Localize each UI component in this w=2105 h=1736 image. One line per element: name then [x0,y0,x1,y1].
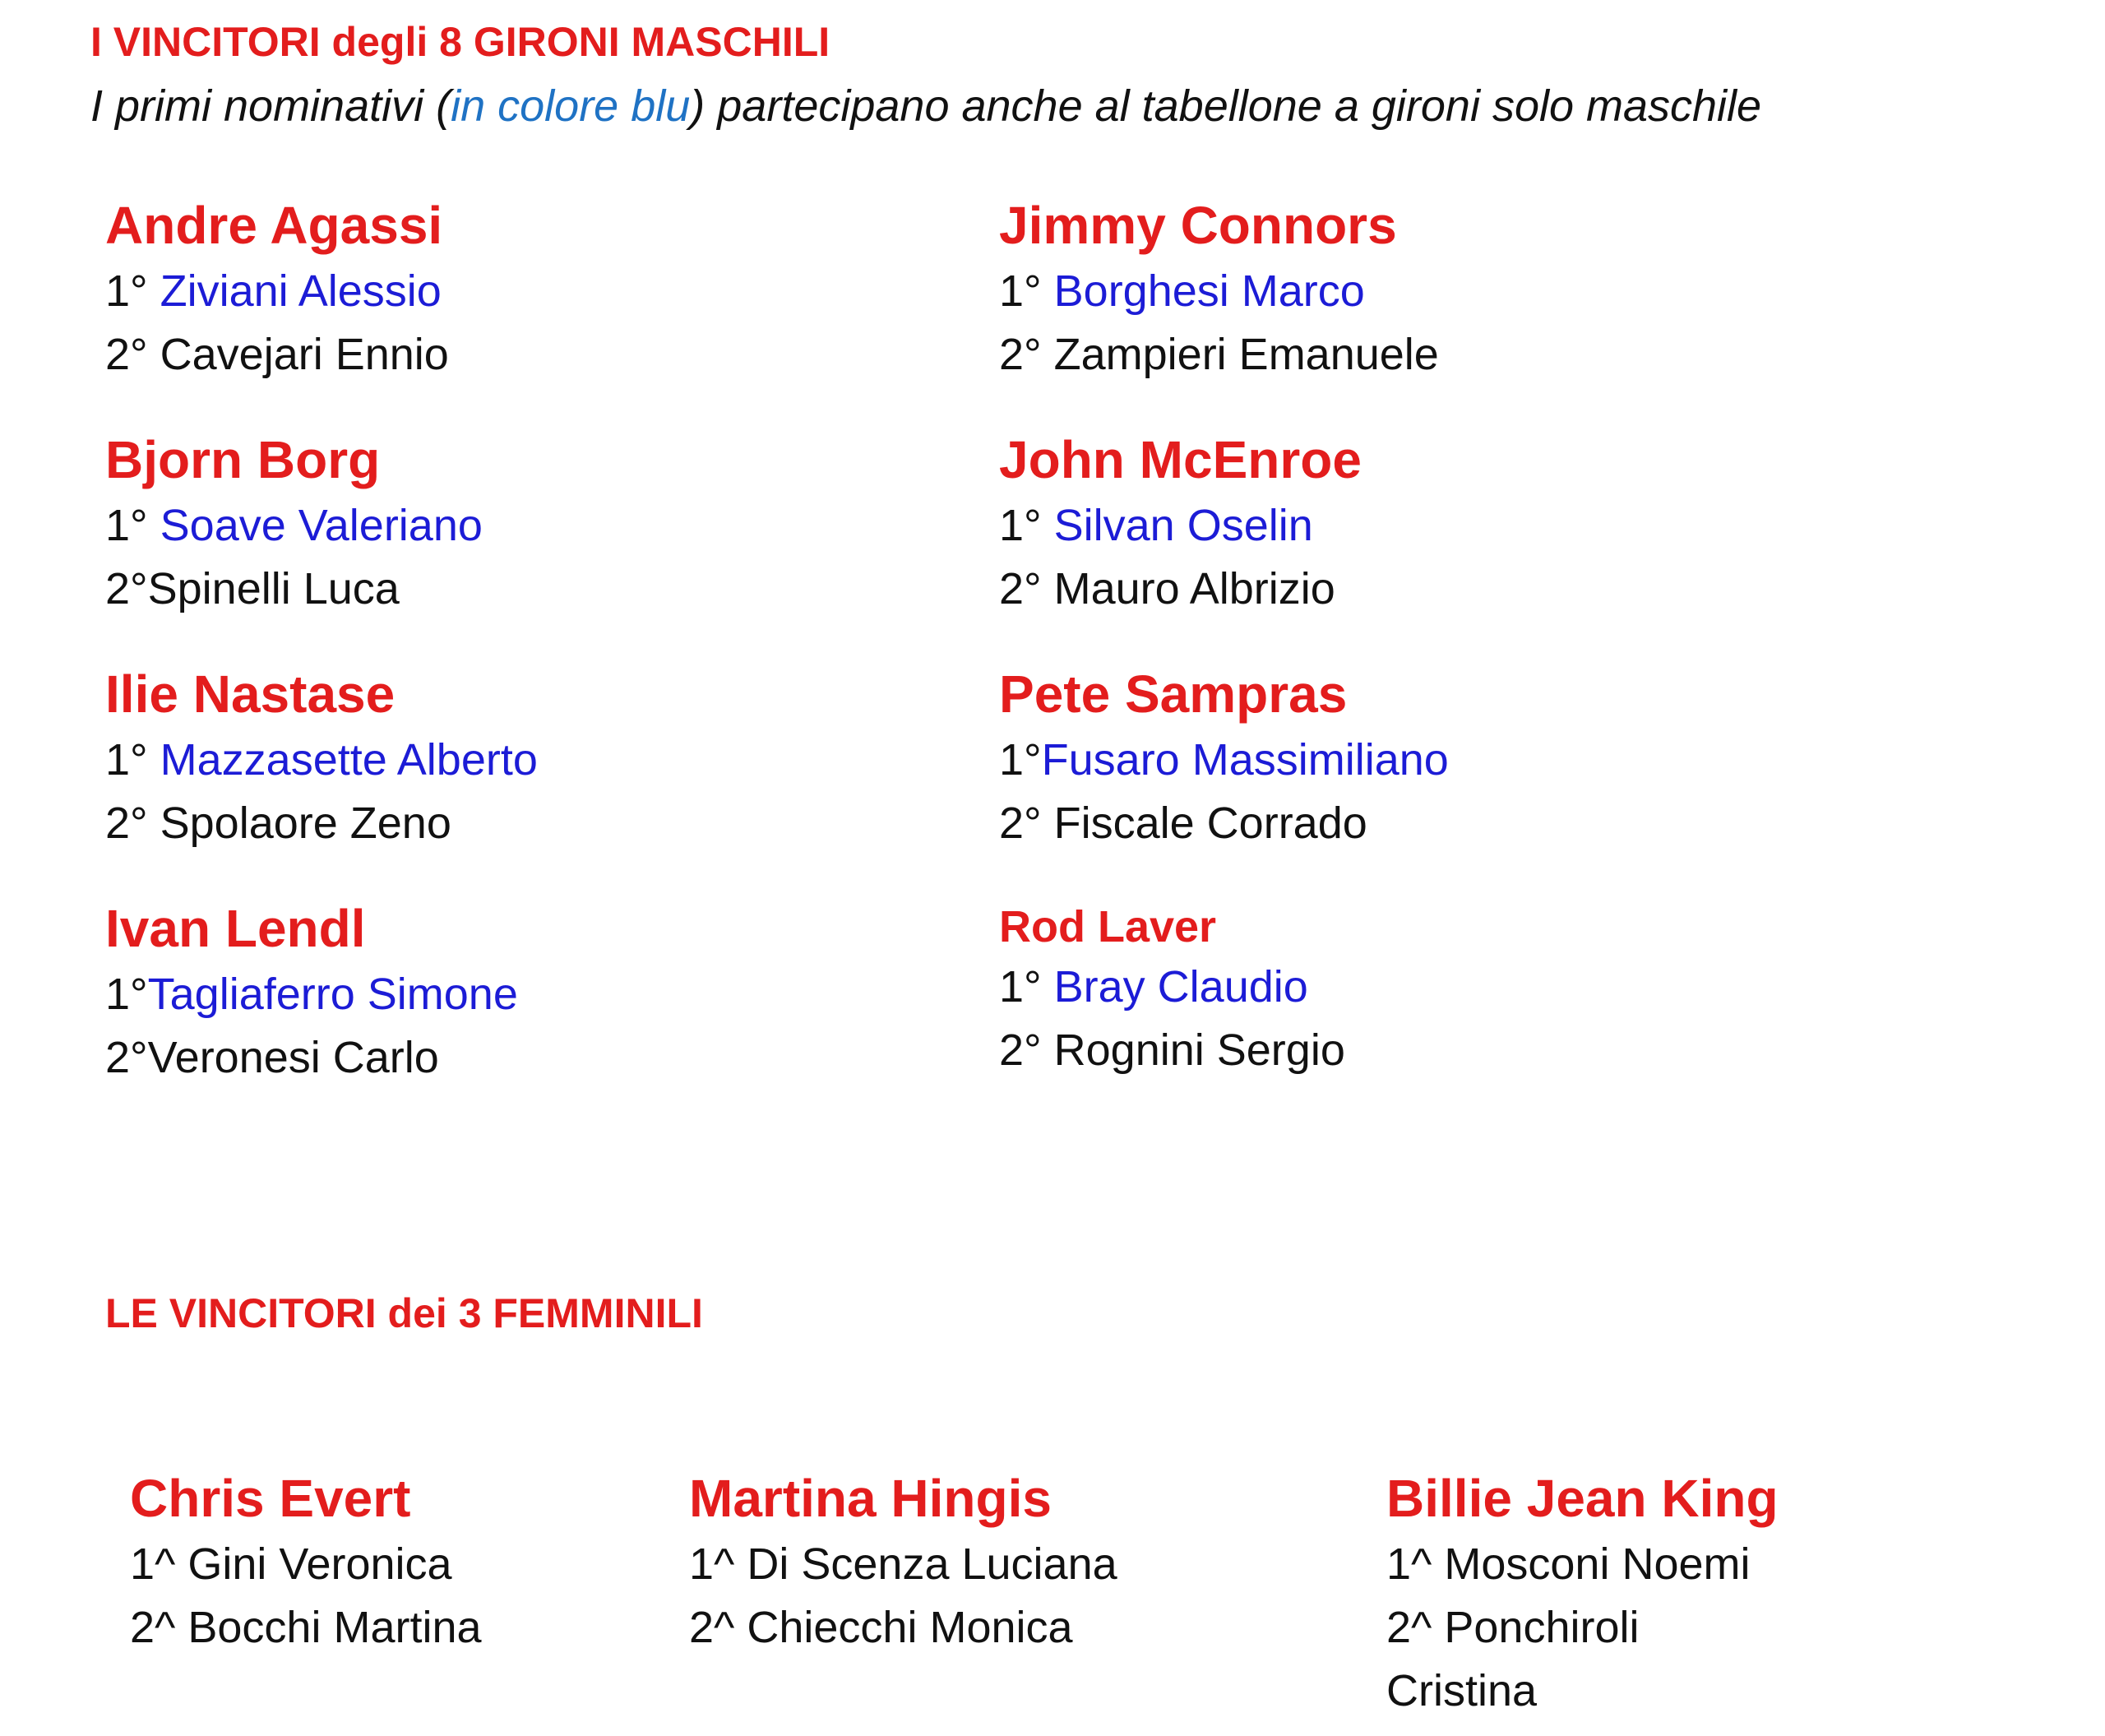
page-subtitle [90,81,1761,132]
second-place: 2° Rognini Sergio [999,1025,1345,1075]
group-evert [130,1464,482,1660]
rank-label: 1° [105,501,160,550]
group-name: John McEnroe [999,430,1362,489]
group-name: Ilie Nastase [105,664,396,724]
rank-label: 1° [999,266,1054,316]
winner-name: Soave Valeriano [160,501,483,550]
second-place: 2^ Bocchi Martina [130,1603,482,1652]
second-place: 2° Fiscale Corrado [999,799,1367,848]
group-borg [105,425,483,621]
rank-label: 1° [999,501,1054,550]
group-name: Rod Laver [999,902,1217,951]
first-place: 1^ Di Scenza Luciana [689,1539,1117,1589]
group-name: Jimmy Connors [999,196,1397,255]
group-name: Billie Jean King [1386,1469,1779,1528]
subtitle-text-start: I primi nominativi ( [90,81,451,131]
winner-name: Mazzasette Alberto [160,735,538,785]
winner-name: Ziviani Alessio [160,266,442,316]
winner-name: Borghesi Marco [1053,266,1365,316]
first-place: 1^ Gini Veronica [130,1539,452,1589]
subtitle-text-end: ) partecipano anche al tabellone a gironi solo maschile [690,81,1762,131]
group-name: Andre Agassi [105,196,443,255]
rank-label: 1° [105,970,148,1019]
first-place [999,729,1449,792]
rank-label: 1° [999,735,1042,785]
rank-label: 1° [105,266,160,316]
first-place [999,260,1439,323]
group-sampras [999,660,1449,855]
second-place: 2° Mauro Albrizio [999,564,1335,613]
first-place [105,260,449,323]
group-hingis [689,1464,1117,1660]
second-place-continuation: Cristina [1386,1666,1538,1715]
second-place: 2° Spolaore Zeno [105,799,451,848]
group-nastase [105,660,538,855]
group-agassi [105,191,449,387]
first-place [105,494,483,558]
rank-label: 1° [999,962,1054,1012]
group-name: Martina Hingis [689,1469,1052,1528]
group-name: Bjorn Borg [105,430,381,489]
second-place: 2° Cavejari Ennio [105,330,449,379]
subtitle-highlight: in colore blu [451,81,691,131]
winner-name: Silvan Oselin [1053,501,1313,550]
group-mcenroe [999,425,1362,621]
group-name: Chris Evert [130,1469,411,1528]
winner-name: Tagliaferro Simone [147,970,518,1019]
rank-label: 1° [105,735,160,785]
second-place: 2°Veronesi Carlo [105,1033,439,1082]
second-place: 2° Zampieri Emanuele [999,330,1439,379]
winner-name: Bray Claudio [1053,962,1308,1012]
second-place: 2^ Chiecchi Monica [689,1603,1073,1652]
group-lendl [105,894,518,1090]
first-place [105,963,518,1026]
first-place [999,956,1345,1019]
second-place: 2°Spinelli Luca [105,564,400,613]
first-place [105,729,538,792]
first-place [999,494,1362,558]
second-place: 2^ Ponchiroli [1386,1603,1640,1652]
first-place: 1^ Mosconi Noemi [1386,1539,1751,1589]
page-title: I VINCITORI degli 8 GIRONI MASCHILI [90,19,830,65]
winner-name: Fusaro Massimiliano [1041,735,1449,785]
group-laver [999,898,1345,1082]
group-connors [999,191,1439,387]
group-name: Pete Sampras [999,664,1348,724]
female-section-title: LE VINCITORI dei 3 FEMMINILI [105,1290,703,1336]
group-name: Ivan Lendl [105,899,366,958]
group-king [1386,1464,1779,1723]
